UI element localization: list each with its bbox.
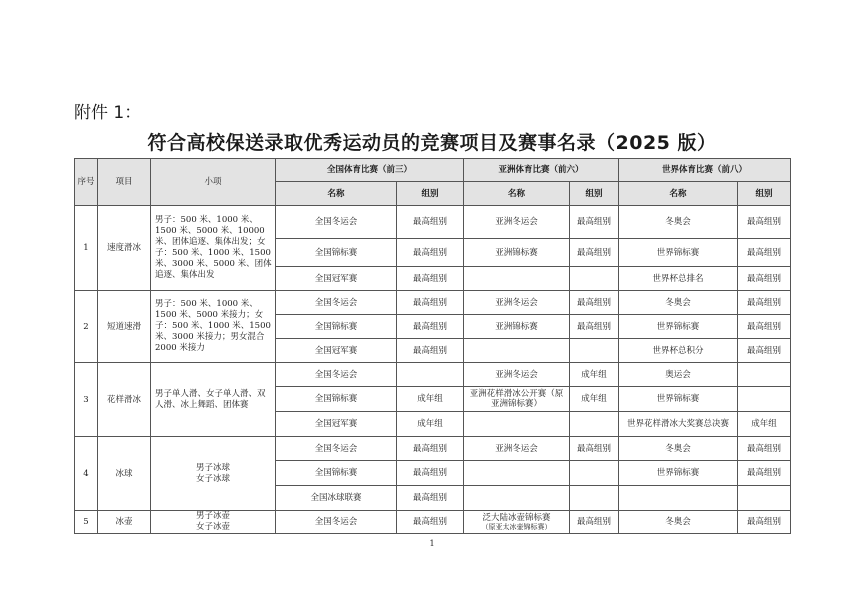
national-level-cell: 最高组别	[397, 315, 464, 339]
world-name-cell: 世界锦标赛	[619, 461, 738, 486]
seq-cell: 5	[75, 511, 98, 534]
world-name-cell: 冬奥会	[619, 437, 738, 461]
national-level-cell: 成年组	[397, 412, 464, 437]
asian-level-cell	[570, 339, 619, 363]
asian-level-cell	[570, 461, 619, 486]
world-level-cell: 最高组别	[738, 437, 791, 461]
header-project: 项目	[98, 159, 151, 206]
asian-name-cell: 亚洲冬运会	[464, 206, 570, 239]
sub-event-cell: 男子：500 米、1000 米、1500 米、5000 米接力；女子：500 米、1000 米、1500 米、3000 米接力；男女混合 2000 米接力	[151, 291, 276, 363]
asian-name-cell	[464, 412, 570, 437]
world-name-cell: 世界杯总积分	[619, 339, 738, 363]
asian-level-cell: 最高组别	[570, 315, 619, 339]
asian-level-cell: 成年组	[570, 387, 619, 412]
world-name-cell: 冬奥会	[619, 206, 738, 239]
asian-level-cell	[570, 412, 619, 437]
project-cell: 冰壶	[98, 511, 151, 534]
national-name-cell: 全国锦标赛	[276, 461, 397, 486]
sub-event-cell: 男子冰壶 女子冰壶	[151, 511, 276, 534]
asian-name-cell: 亚洲冬运会	[464, 363, 570, 387]
header-national-level: 组别	[397, 182, 464, 206]
project-cell: 冰球	[98, 437, 151, 511]
seq-cell: 1	[75, 206, 98, 291]
asian-level-cell: 成年组	[570, 363, 619, 387]
sub-event-cell: 男子冰球 女子冰球	[151, 437, 276, 511]
national-level-cell: 最高组别	[397, 267, 464, 291]
table-row	[75, 437, 791, 461]
asian-name-cell	[464, 267, 570, 291]
asian-name-cell: 亚洲冬运会	[464, 437, 570, 461]
page-title: 符合高校保送录取优秀运动员的竞赛项目及赛事名录（2025 版）	[147, 132, 717, 154]
asian-level-cell: 最高组别	[570, 239, 619, 267]
table-row	[75, 206, 791, 239]
national-level-cell: 最高组别	[397, 486, 464, 511]
national-level-cell: 最高组别	[397, 206, 464, 239]
header-national-name: 名称	[276, 182, 397, 206]
seq-cell: 2	[75, 291, 98, 363]
world-level-cell: 最高组别	[738, 239, 791, 267]
national-level-cell: 最高组别	[397, 511, 464, 534]
world-name-cell: 奥运会	[619, 363, 738, 387]
world-level-cell: 最高组别	[738, 291, 791, 315]
national-name-cell: 全国锦标赛	[276, 239, 397, 267]
asian-name-cell: 亚洲锦标赛	[464, 315, 570, 339]
national-level-cell: 成年组	[397, 387, 464, 412]
asian-name-main: 泛大陆冰壶锦标赛	[482, 513, 551, 523]
national-name-cell: 全国冠军赛	[276, 339, 397, 363]
world-level-cell	[738, 387, 791, 412]
seq-cell: 3	[75, 363, 98, 437]
world-name-cell: 世界锦标赛	[619, 387, 738, 412]
world-level-cell: 最高组别	[738, 339, 791, 363]
asian-level-cell: 最高组别	[570, 206, 619, 239]
world-name-cell: 冬奥会	[619, 511, 738, 534]
national-name-cell: 全国冬运会	[276, 437, 397, 461]
sub-event-cell: 男子：500 米、1000 米、1500 米、5000 米、10000 米、团体追逐、集体出发；女子：500 米、1000 米、1500 米、3000 米、5000 米、团体追逐、集体出发	[151, 206, 276, 291]
national-name-cell: 全国冠军赛	[276, 412, 397, 437]
header-world-name: 名称	[619, 182, 738, 206]
asian-name-note: （原亚太冰壶锦标赛）	[481, 523, 552, 531]
asian-name-cell	[464, 461, 570, 486]
seq-cell: 4	[75, 437, 98, 511]
table-row	[75, 511, 791, 534]
national-name-cell: 全国冰球联赛	[276, 486, 397, 511]
asian-name-cell: 亚洲花样滑冰公开赛（原亚洲锦标赛）	[464, 387, 570, 412]
world-name-cell: 世界锦标赛	[619, 315, 738, 339]
asian-level-cell: 最高组别	[570, 291, 619, 315]
world-level-cell: 最高组别	[738, 511, 791, 534]
national-name-cell: 全国冬运会	[276, 291, 397, 315]
header-world-level: 组别	[738, 182, 791, 206]
header-asian-level: 组别	[570, 182, 619, 206]
national-name-cell: 全国冠军赛	[276, 267, 397, 291]
world-name-cell: 世界杯总排名	[619, 267, 738, 291]
competition-table	[74, 158, 791, 534]
asian-name-cell: 亚洲锦标赛	[464, 239, 570, 267]
world-level-cell: 最高组别	[738, 206, 791, 239]
world-name-cell	[619, 486, 738, 511]
world-name-cell: 世界锦标赛	[619, 239, 738, 267]
sub-event-cell: 男子单人滑、女子单人滑、双人滑、冰上舞蹈、团体赛	[151, 363, 276, 437]
project-cell: 速度滑冰	[98, 206, 151, 291]
project-cell: 短道速滑	[98, 291, 151, 363]
national-level-cell: 最高组别	[397, 437, 464, 461]
header-seq: 序号	[75, 159, 98, 206]
national-name-cell: 全国冬运会	[276, 206, 397, 239]
national-name-cell: 全国冬运会	[276, 511, 397, 534]
world-level-cell	[738, 363, 791, 387]
world-level-cell: 最高组别	[738, 267, 791, 291]
world-level-cell: 成年组	[738, 412, 791, 437]
header-asian: 亚洲体育比赛（前六）	[464, 159, 619, 182]
national-level-cell: 最高组别	[397, 239, 464, 267]
asian-name-cell	[464, 339, 570, 363]
world-name-cell: 世界花样滑冰大奖赛总决赛	[619, 412, 738, 437]
national-level-cell: 最高组别	[397, 291, 464, 315]
national-name-cell: 全国锦标赛	[276, 315, 397, 339]
national-name-cell: 全国锦标赛	[276, 387, 397, 412]
table-row	[75, 291, 791, 315]
world-name-cell: 冬奥会	[619, 291, 738, 315]
world-level-cell: 最高组别	[738, 315, 791, 339]
asian-level-cell: 最高组别	[570, 437, 619, 461]
page-number: 1	[429, 539, 435, 548]
table-row	[75, 363, 791, 387]
national-level-cell: 最高组别	[397, 461, 464, 486]
asian-level-cell: 最高组别	[570, 511, 619, 534]
project-cell: 花样滑冰	[98, 363, 151, 437]
national-level-cell: 最高组别	[397, 339, 464, 363]
asian-name-cell: 亚洲冬运会	[464, 291, 570, 315]
national-name-cell: 全国冬运会	[276, 363, 397, 387]
asian-level-cell	[570, 486, 619, 511]
world-level-cell: 最高组别	[738, 461, 791, 486]
national-level-cell	[397, 363, 464, 387]
header-world: 世界体育比赛（前八）	[619, 159, 791, 182]
world-level-cell	[738, 486, 791, 511]
header-sub: 小项	[151, 159, 276, 206]
header-asian-name: 名称	[464, 182, 570, 206]
attachment-label: 附件 1：	[74, 103, 142, 123]
header-national: 全国体育比赛（前三）	[276, 159, 464, 182]
asian-name-cell	[464, 511, 570, 534]
asian-name-cell	[464, 486, 570, 511]
asian-level-cell	[570, 267, 619, 291]
